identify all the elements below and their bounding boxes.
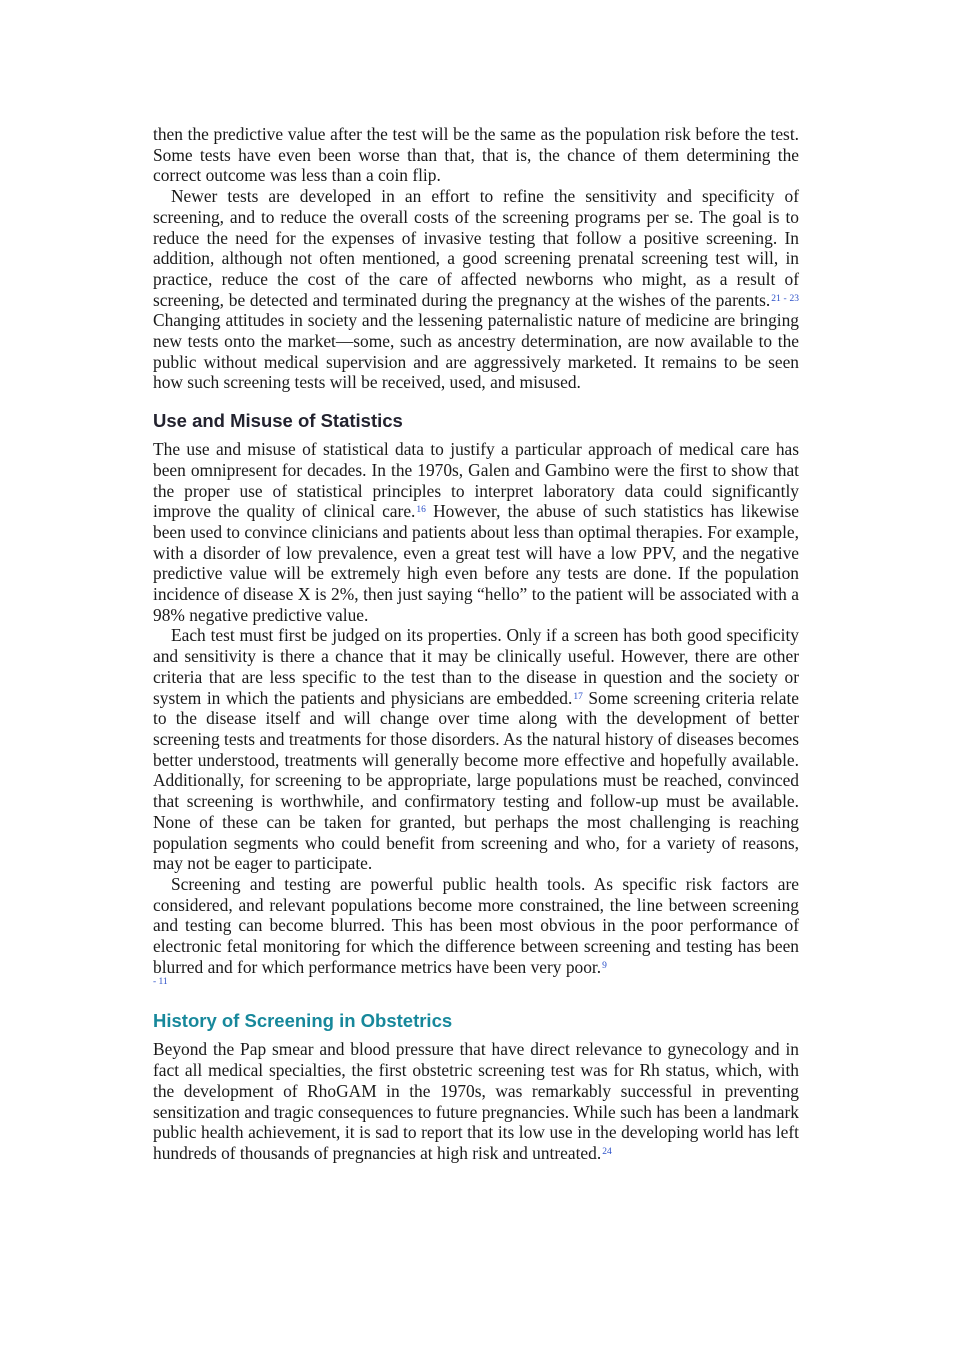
citation-link-continued[interactable]: - 11 [153, 977, 168, 988]
paragraph-text: Beyond the Pap smear and blood pressure that have direct relevance to gynecology and in fact all medical specialties, the first obstetric screening test was for Rh status, which, with the development of RhoGAM in the 1970s, was remarkably successful in preventing sensitization and tragic consequences to future pregnancies. While such has been a landmark public health achievement, it is sad to report that its low use in the developing world has left hundreds of thousands of pregnancies at high risk and untreated. [153, 1039, 799, 1163]
citation-link[interactable]: 21 - 23 [771, 293, 799, 304]
document-page [153, 124, 799, 1164]
citation-link[interactable]: 17 [573, 691, 583, 702]
paragraph-statistics-2 [153, 625, 799, 873]
citation-link[interactable]: 24 [602, 1146, 612, 1157]
paragraph-statistics-3 [153, 874, 799, 978]
paragraph-text: Newer tests are developed in an effort to refine the sensitivity and specificity of screening, and to reduce the overall costs of the screening programs per se. The goal is to reduce the need for the expenses of invasive testing that follow a positive screening. In addition, although not often mentioned, a good screening prenatal screening test will, in practice, reduce the cost of the care of affected newborns who might, as a result of screening, be detected and terminated during the pregnancy at the wishes of the parents. [153, 186, 799, 310]
citation-link[interactable]: 16 [416, 505, 426, 516]
paragraph-text: The use and misuse of statistical data to justify a particular approach of medical care has been omnipresent for decades. In the 1970s, Galen and Gambino were the first to show that the proper use of statistical principles to interpret laboratory data could significantly improve the quality of clinical care. [153, 439, 799, 522]
paragraph-text: Some screening criteria relate to the disease itself and will change over time along with the development of better screening tests and treatments for those disorders. As the natural history of diseases becomes better understood, treatments will generally become more effective and hopefully available. Additionally, for screening to be appropriate, large populations must be reached, convinced that screening is worthwhile, and confirmatory testing and follow-up must be available. None of these can be taken for granted, but perhaps the most challenging is reaching population segments who could benefit from screening and who, for a variety of reasons, may not be eager to participate. [153, 687, 800, 874]
citation-link[interactable]: 9 [602, 960, 607, 971]
paragraph-statistics-1 [153, 439, 799, 625]
section-heading-statistics: Use and Misuse of Statistics [153, 410, 403, 432]
paragraph-intro-1 [153, 124, 799, 186]
paragraph-text: Each test must first be judged on its properties. Only if a screen has both good specificity and sensitivity is there a chance that it may be clinically useful. However, there are other criteria that are less specific to the test than to the disease in question and the society or system in which the patients and physicians are embedded. [153, 625, 799, 708]
paragraph-text: Changing attitudes in society and the lessening paternalistic nature of medicine are bringing new tests onto the market—some, such as ancestry determination, are now available to the public without medical supervision and are aggressively marketed. It remains to be seen how such screening tests will be received, used, and misused. [153, 310, 799, 393]
paragraph-text: Screening and testing are powerful public health tools. As specific risk factors are considered, and relevant populations become more constrained, the line between screening and testing can become blurred. This has been most obvious in the poor performance of electronic fetal monitoring for which the difference between screening and testing has been blurred and for which performance metrics have been very poor. [153, 873, 799, 977]
paragraph-history-1 [153, 1039, 799, 1163]
paragraph-text: then the predictive value after the test will be the same as the population risk before the test. Some tests have even been worse than that, that is, the chance of them determining the correct outcome was less than a coin flip. [153, 124, 799, 186]
paragraph-text: However, the abuse of such statistics has likewise been used to convince clinicians and patients about less than optimal therapies. For example, with a disorder of low prevalence, even a great test will have a low PPV, and the negative predictive value will be extremely high even before any tests are done. If the population incidence of disease X is 2%, then just saying “hello” to the patient will be associated with a 98% negative predictive value. [153, 501, 799, 625]
section-heading-history: History of Screening in Obstetrics [153, 1010, 453, 1032]
paragraph-intro-2 [153, 186, 799, 393]
